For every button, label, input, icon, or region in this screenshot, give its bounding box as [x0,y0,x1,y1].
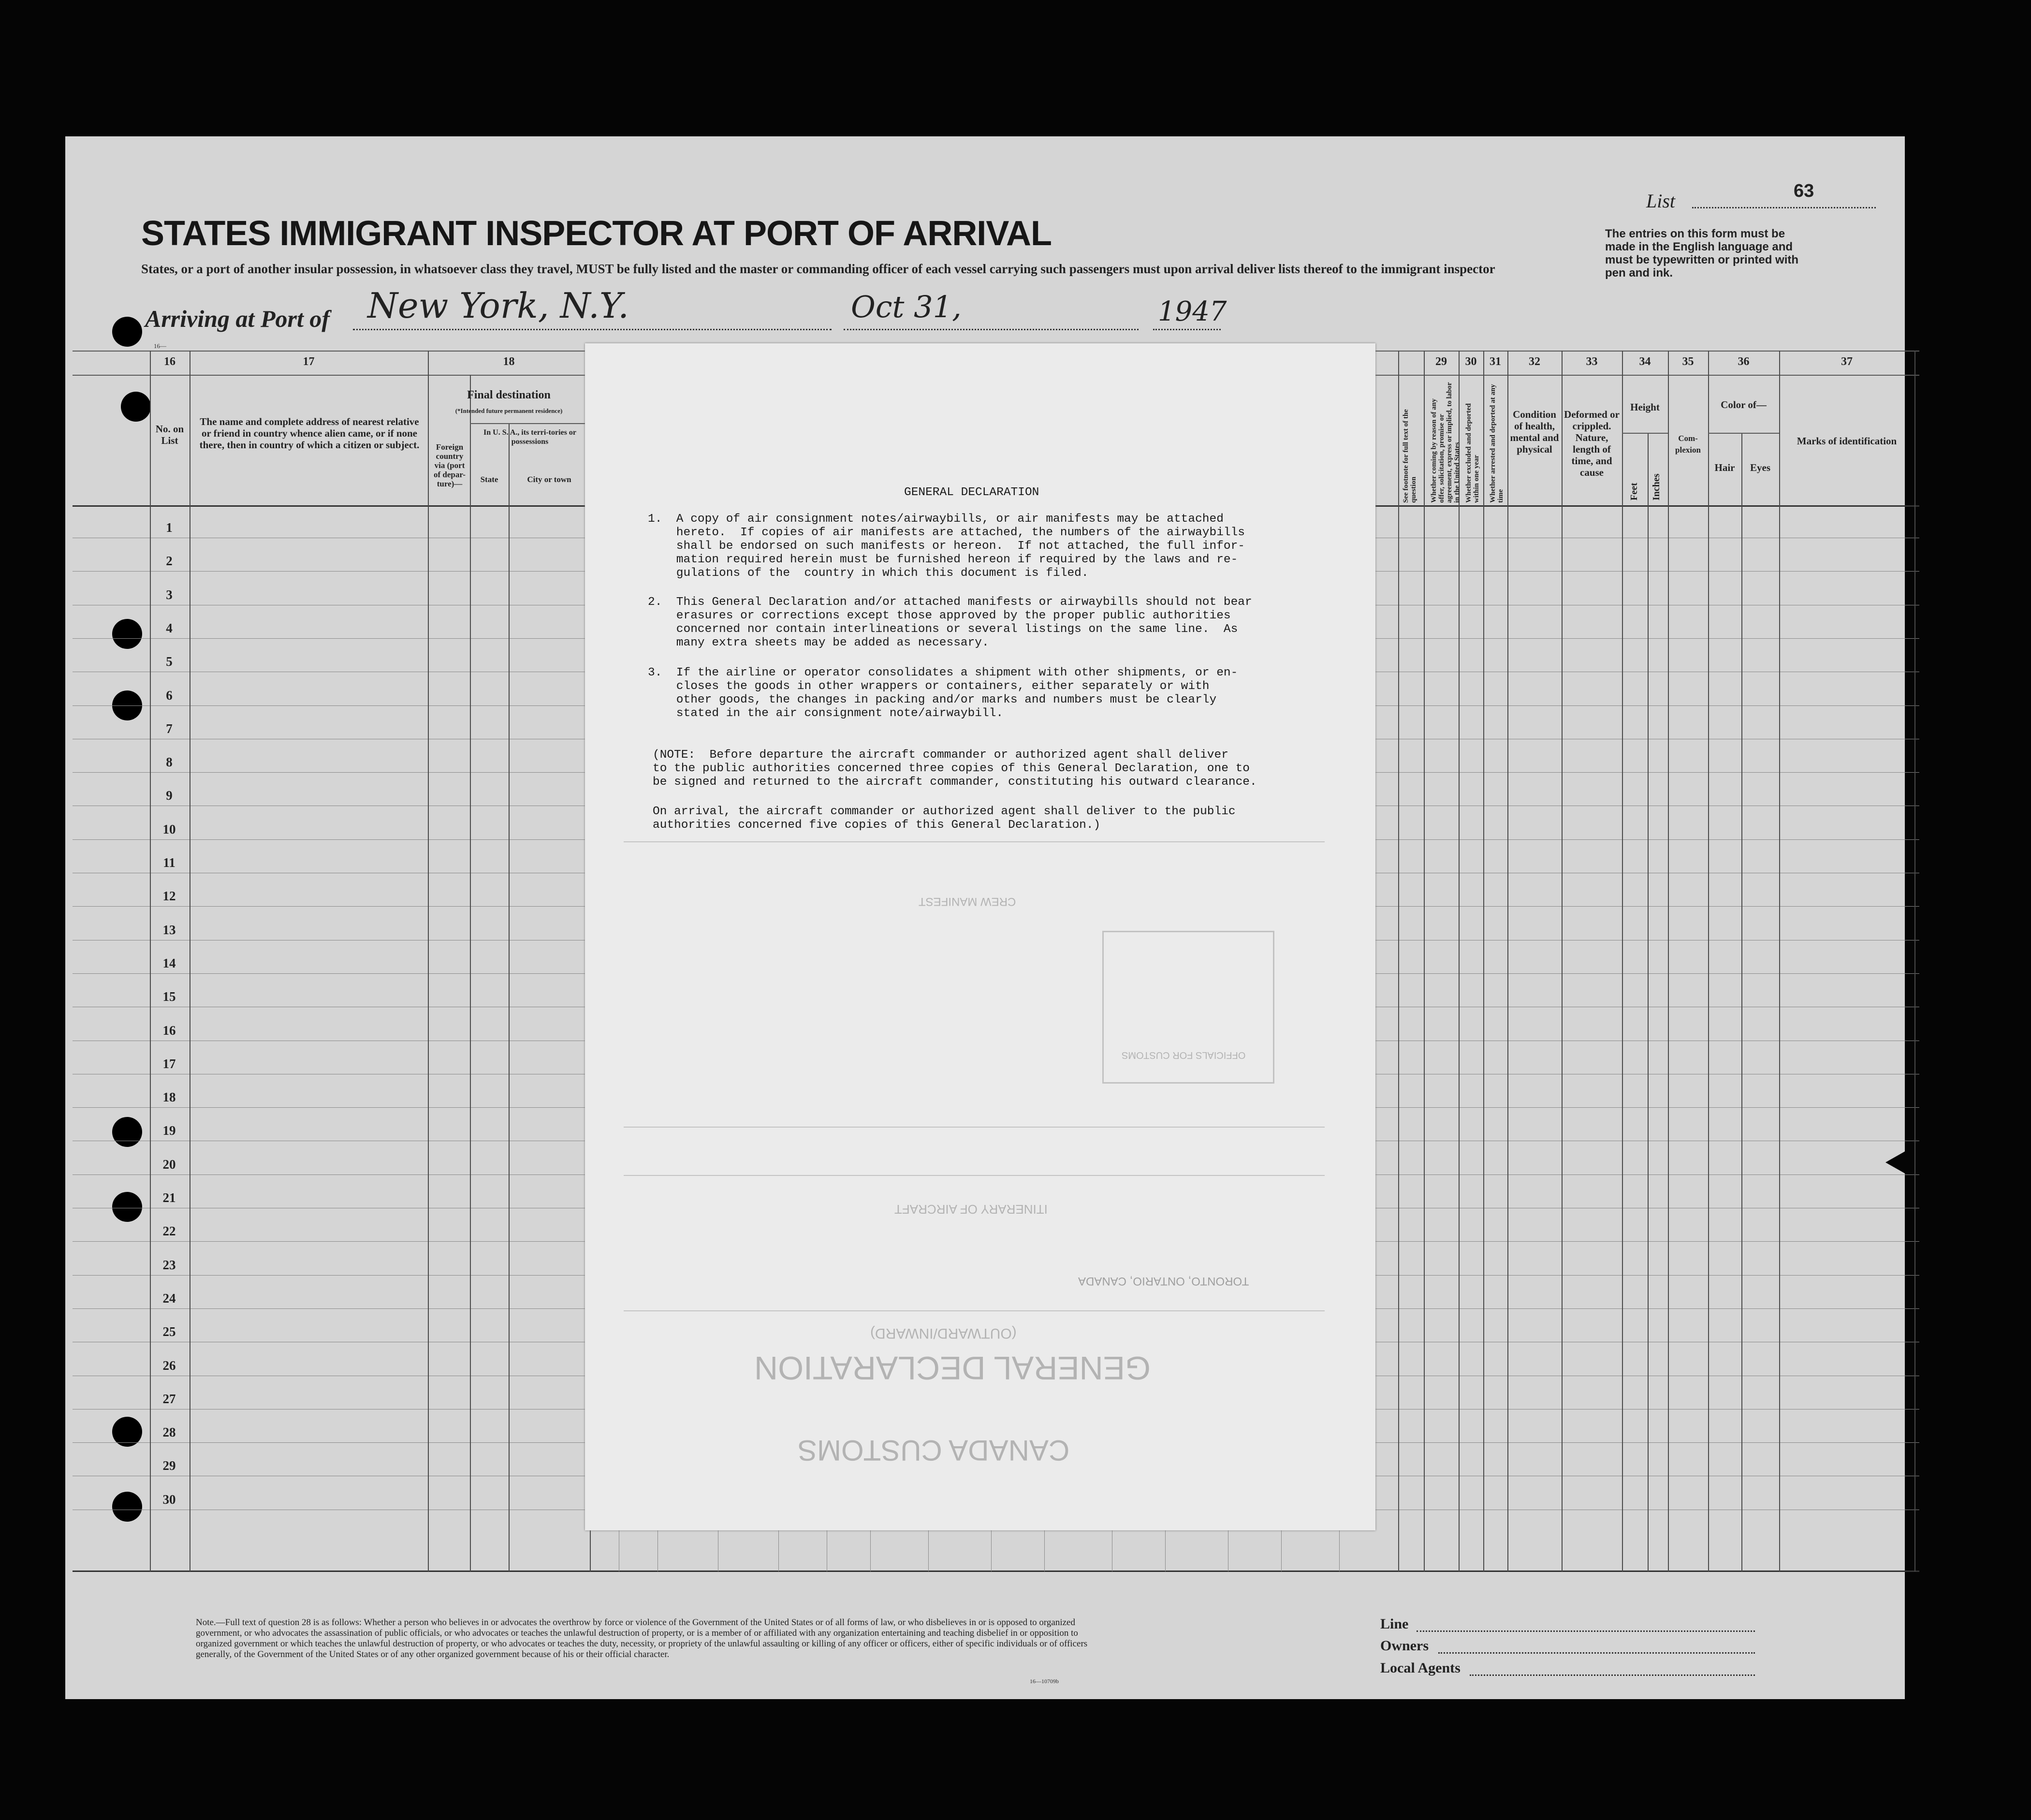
column-rule [1708,351,1709,1571]
column-number: 30 [1465,355,1477,368]
row-number: 22 [162,1224,176,1239]
row-number: 3 [166,587,173,602]
header-complexion: Com-plexion [1675,434,1701,455]
footnote-question-28: Note.—Full text of question 28 is as follows: Whether a person who believes in or advocates the overthrow by force or violence of the Government of the United States or of all forms of law, or who disbelieves in or is opposed to organized government, or who advocates the assassination of public officials, or who advocates or teaches the unlawful destruction of property, or is a member of or affiliated with any organization entertaining and teaching disbelief in or opposition to organized government or which teaches the unlawful destruction of property, or who advocates or teaches the duty, necessity, or propriety of the unlawful assaulting or killing of any officer or officers, either of specific individuals or of officers generally, of the Government of the United States or of any other organized government because of his or their official character. [196,1617,1088,1659]
header-foreign-country: Foreign country via (port of depar-ture)— [434,442,466,488]
row-number: 4 [166,620,173,635]
row-number: 17 [162,1056,176,1071]
row-number: 6 [166,688,173,703]
subheader-rule [1708,433,1779,434]
general-declaration-attachment [585,343,1375,1530]
reverse-rule [624,1310,1325,1311]
column-rule [1779,351,1780,1571]
arriving-port-label: Arriving at Port of [145,305,330,332]
column-rule [509,423,510,1571]
declaration-item-2: 2. This General Declaration and/or attached manifests or airwaybills should not bear erasures or corrections except those approved by the proper public authorities concerned nor contain interlineations or several listings on the same line. As many extra sheets may be added as necessary. [648,596,1252,649]
header-feet: Feet [1629,483,1639,500]
row-number: 21 [162,1190,176,1205]
handwritten-date[interactable]: Oct 31, [851,289,962,324]
row-number: 27 [162,1391,176,1406]
column-rule [150,351,151,1571]
row-number: 24 [162,1291,176,1306]
row-number: 7 [166,721,173,736]
reverse-stamp-box [1102,931,1274,1084]
column-number: 37 [1841,355,1853,368]
header-eyes: Eyes [1750,462,1770,473]
row-number: 16 [162,1023,176,1038]
header-q31: Whether arrested and deported at any time [1489,384,1505,503]
owners-field[interactable] [1438,1652,1755,1654]
reverse-crew-manifest: CREW MANIFEST [919,895,1016,908]
row-number: 29 [162,1458,176,1473]
column-number: 31 [1490,355,1501,368]
reverse-place: TORONTO, ONTARIO, CANADA [1078,1275,1249,1288]
instructions-note: The entries on this form must be made in the English language and must be typewritten or printed with pen and ink. [1605,227,1799,279]
column-rule [1562,351,1563,1571]
row-number: 9 [166,788,173,803]
column-rule [1741,433,1742,1571]
local-agents-label: Local Agents [1380,1660,1461,1676]
header-height: Height [1630,401,1660,413]
row-number: 15 [162,989,176,1004]
header-deformed: Deformed or crippled. Nature, length of time, and cause [1564,409,1620,478]
reverse-official-stamp: OFFICIALS FOR CUSTOMS [1122,1050,1246,1060]
list-label: List [1646,190,1676,212]
column-number: 34 [1639,355,1651,368]
column-rule [1398,351,1399,1571]
row-number: 26 [162,1358,176,1373]
row-number: 12 [162,889,176,904]
column-rule [428,351,429,1571]
column-rule [1507,351,1508,1571]
column-number: 35 [1682,355,1694,368]
column-rule [1424,351,1425,1571]
column-rule [1914,351,1915,1571]
form-subtitle: States, or a port of another insular possession, in whatsoever class they travel, MUST be fully listed and the master or commanding officer of each vessel carrying such passengers must upon arrival deliver lists thereof to the immigrant inspector [141,262,1495,276]
header-condition: Condition of health, mental and physical [1510,409,1559,455]
row-number: 10 [162,822,176,837]
page-number: 63 [1794,181,1814,201]
header-final-destination: Final destination [467,389,551,401]
header-q29: Whether coming by reason of any offer, solicitation, promise or agreement, express or implied, to labor in the United States [1430,382,1461,503]
form-title: STATES IMMIGRANT INSPECTOR AT PORT OF ARRIVAL [141,214,1052,253]
column-number: 17 [303,355,315,368]
reverse-rule [624,1127,1325,1128]
column-rule [1668,351,1669,1571]
column-number: 29 [1435,355,1447,368]
row-number: 18 [162,1090,176,1105]
owners-label: Owners [1380,1638,1429,1654]
line-label: Line [1380,1616,1409,1632]
header-marks: Marks of identification [1797,435,1897,447]
header-q30: Whether excluded and deported within one year [1465,403,1480,503]
column-number: 16 [164,355,175,368]
reverse-rule [624,841,1325,842]
reverse-itinerary: ITINERARY OF AIRCRAFT [894,1202,1048,1217]
header-color-of: Color of— [1721,399,1767,411]
list-number-field[interactable] [1692,207,1876,208]
header-in-usa: In U. S. A., its terri-tories or possessions [483,428,576,446]
row-number: 8 [166,755,173,770]
declaration-note-departure: (NOTE: Before departure the aircraft commander or authorized agent shall deliver to the public authorities concerned three copies of this General Declaration, one to be signed and returned to the aircraft commander, constituting his outward clearance. [653,749,1257,789]
row-number: 13 [162,922,176,937]
form-code: 16— [154,342,166,350]
handwritten-port[interactable]: New York, N.Y. [367,285,629,326]
header-hair: Hair [1714,462,1735,473]
row-number: 20 [162,1157,176,1172]
row-number: 5 [166,654,173,669]
row-number: 30 [162,1492,176,1507]
declaration-note-arrival: On arrival, the aircraft commander or authorized agent shall deliver to the public authorities concerned five copies of this General Declaration.) [653,805,1236,832]
row-number: 19 [162,1123,176,1138]
column-rule [1459,351,1460,1571]
table-bottom-rule [73,1570,1919,1572]
declaration-item-1: 1. A copy of air consignment notes/airwaybills, or air manifests may be attached hereto. If copies of air manifests are attached, the numbers of the airwaybills shall be endorsed on such manifests or hereon. If not attached, the full infor- mation required herein must be furnished hereon if required by the laws and re- gulations of the country in which this document is filed. [648,513,1245,580]
line-field[interactable] [1417,1630,1755,1632]
column-number: 32 [1529,355,1540,368]
column-number: 36 [1738,355,1750,368]
column-rule [470,375,471,1571]
header-intended-residence: (*Intended future permanent residence) [455,407,563,414]
row-number: 23 [162,1257,176,1272]
header-no-on-list: No. on List [155,423,184,446]
reverse-subheading: (OUTWARD/INWARD) [870,1325,1017,1341]
header-inches: Inches [1651,473,1662,500]
column-rule [1622,351,1623,1571]
column-rule [1483,351,1484,1571]
column-rule [1648,433,1649,1571]
header-city: City or town [527,475,571,484]
row-number: 11 [163,855,175,870]
row-number: 1 [166,520,173,535]
reverse-heading: GENERAL DECLARATION [754,1350,1151,1386]
row-number: 28 [162,1425,176,1440]
column-number: 33 [1586,355,1598,368]
column-number: 18 [503,355,515,368]
row-number: 25 [162,1324,176,1339]
header-q28: See footnote for full text of the question [1402,409,1417,503]
footer-form-code: 16—10709b [1030,1678,1059,1685]
local-agents-field[interactable] [1470,1674,1755,1676]
header-relative: The name and complete address of nearest relative or friend in country whence alien came, or if none there, then in country of which a citizen or subject. [199,416,420,451]
reverse-customs: CANADA CUSTOMS [798,1434,1070,1467]
subheader-rule [1622,433,1668,434]
row-number: 2 [166,554,173,569]
reverse-rule [624,1175,1325,1176]
declaration-item-3: 3. If the airline or operator consolidates a shipment with other shipments, or en- closes the goods in other wrappers or containers, either separately or with other goods, the changes in packing and/or marks and numbers must be clearly stated in the air consignment note/airwaybill. [648,666,1238,720]
header-state: State [480,475,498,484]
subheader-rule [470,423,590,424]
row-number: 14 [162,955,176,970]
declaration-heading: GENERAL DECLARATION [904,486,1039,499]
handwritten-year[interactable]: 1947 [1158,296,1227,327]
